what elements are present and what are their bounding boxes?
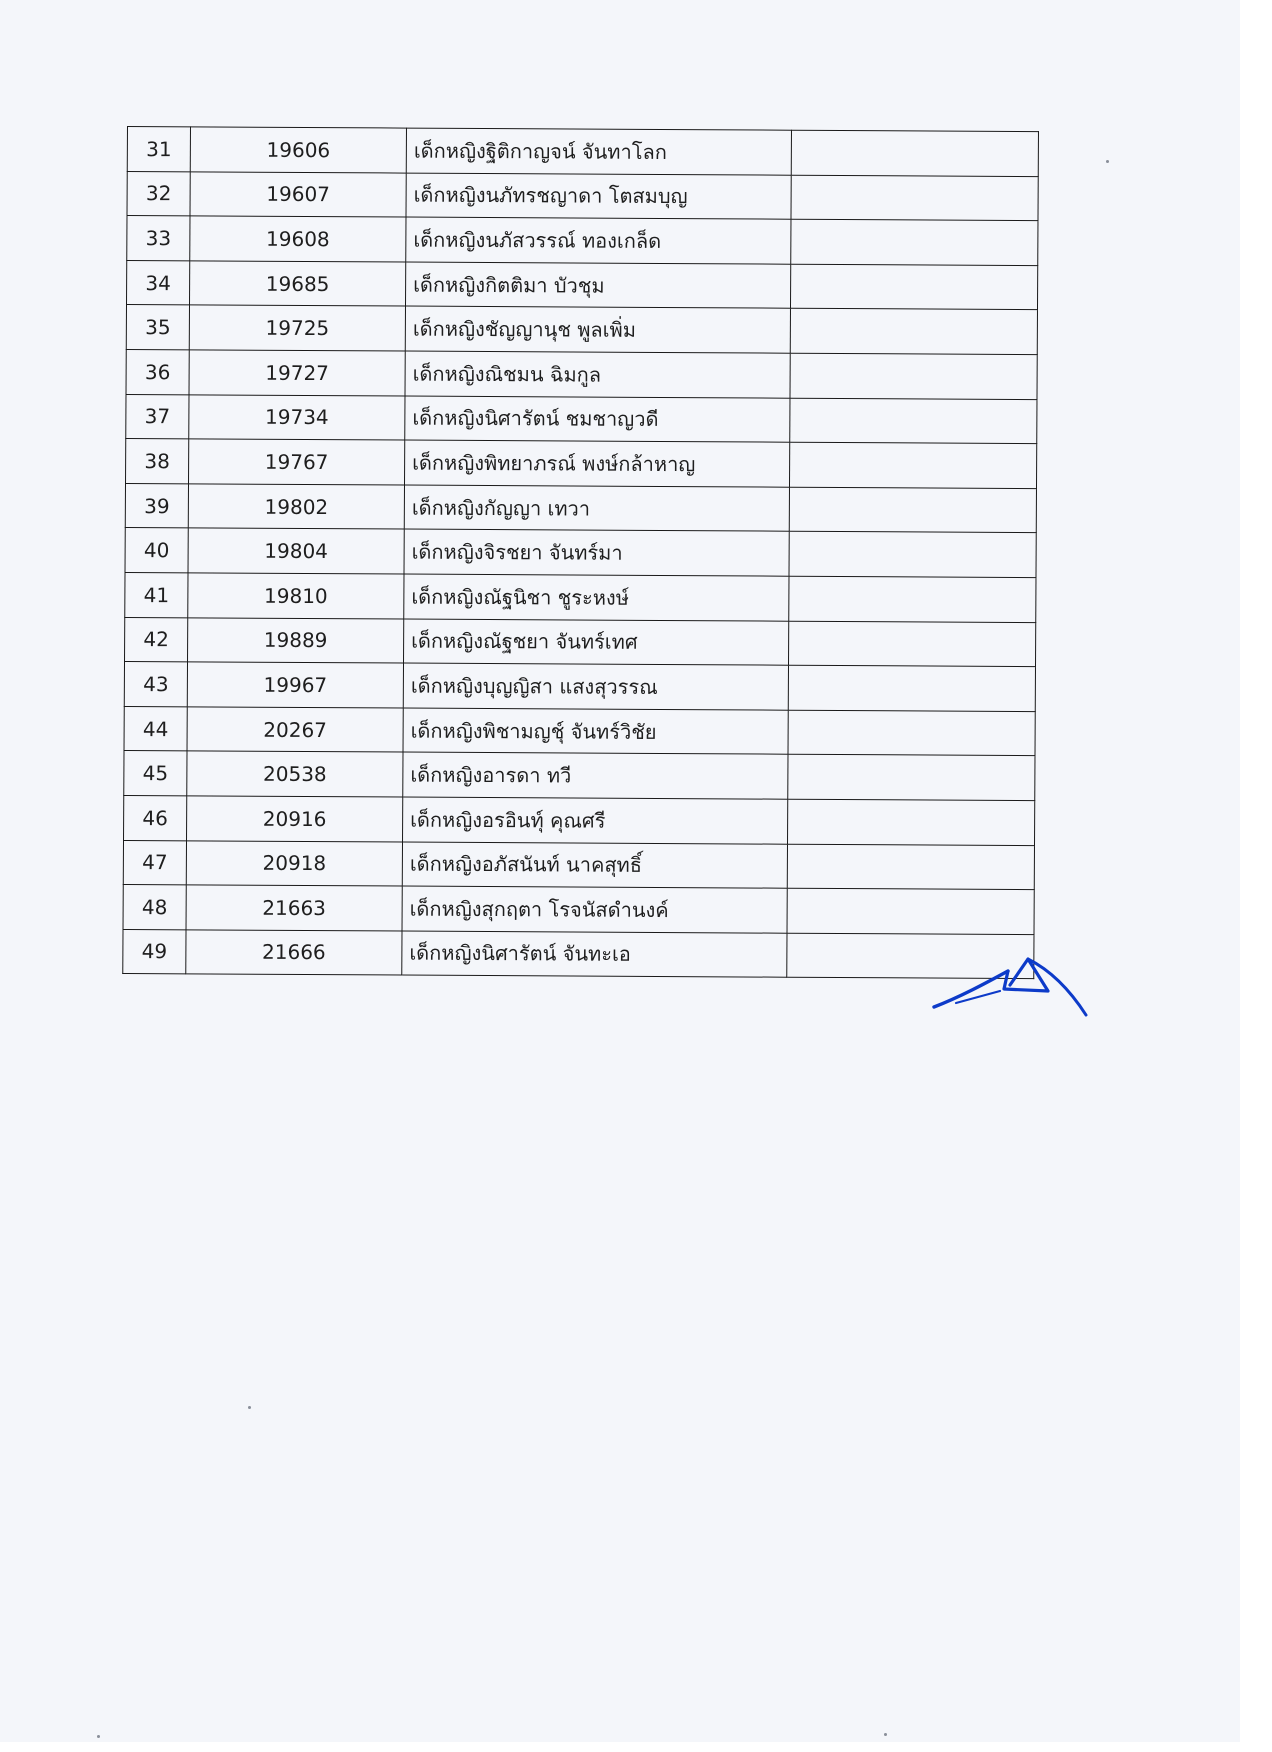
student-name: เด็กหญิงพิชามญชุ์ จันทร์วิชัย [403,708,788,755]
student-id: 19802 [188,484,404,530]
table-row [123,840,1034,890]
note-cell [790,353,1037,399]
table-row [125,572,1036,622]
table-row [127,216,1038,266]
student-name: เด็กหญิงจิรชยา จันทร์มา [404,529,789,576]
student-name: เด็กหญิงนภัทรชญาดา โตสมบุญ [406,173,791,220]
table-row [124,662,1035,712]
student-id: 19727 [189,350,405,396]
table-row [124,795,1035,845]
student-name: เด็กหญิงนภัสวรรณ์ ทองเกล็ด [406,217,791,264]
note-cell [789,487,1036,533]
table-row [125,617,1036,667]
row-number: 42 [125,617,188,662]
note-cell [788,710,1035,756]
table-row [124,706,1035,756]
row-number: 37 [126,394,189,439]
note-cell [788,755,1035,801]
signature [930,945,1110,1025]
student-table-body [123,127,1039,979]
row-number: 41 [125,572,188,617]
table-row [127,127,1038,177]
table-row [123,885,1034,935]
student-name: เด็กหญิงณัฐนิชา ชูระหงษ์ [404,574,789,621]
note-cell [791,175,1038,221]
note-cell [787,844,1034,890]
student-id: 19734 [189,394,405,440]
student-name: เด็กหญิงบุญญิสา แสงสุวรรณ [403,663,788,710]
table-row [126,349,1037,399]
student-name: เด็กหญิงณัฐชยา จันทร์เทศ [404,619,789,666]
row-number: 33 [127,216,190,261]
row-number: 35 [126,305,189,350]
student-name: เด็กหญิงนิศารัตน์ ชมชาญวดี [405,396,790,443]
student-id: 19767 [189,439,405,485]
student-name: เด็กหญิงกิตติมา บัวชุม [405,262,790,309]
student-id: 19685 [189,261,405,307]
student-name: เด็กหญิงอารดา ทวี [403,752,788,799]
student-id: 19889 [188,617,404,663]
student-name: เด็กหญิงนิศารัตน์ จันทะเอ [402,931,787,978]
student-name: เด็กหญิงสุกฤตา โรจนัสดำนงค์ [402,886,787,933]
table-row [127,260,1038,310]
row-number: 36 [126,349,189,394]
note-cell [788,665,1035,711]
student-id: 21666 [186,930,402,976]
student-id: 20916 [187,796,403,842]
note-cell [789,532,1036,578]
student-name: เด็กหญิงฐิติกาญจน์ จันทาโลก [406,128,791,175]
student-id: 20538 [187,751,403,797]
table-row [123,929,1034,979]
note-cell [788,621,1035,667]
table-row [125,483,1036,533]
student-list [122,126,1027,979]
table-row [127,171,1038,221]
student-id: 20918 [186,840,402,886]
student-name: เด็กหญิงอภัสนันท์ นาคสุทธิ์ [402,842,787,889]
student-id: 19810 [188,573,404,619]
student-table [122,126,1039,979]
note-cell [790,309,1037,355]
scan-margin-right [1240,0,1272,1752]
table-row [126,305,1037,355]
note-cell [787,888,1034,934]
note-cell [791,219,1038,265]
student-name: เด็กหญิงกัญญา เทวา [404,485,789,532]
table-row [124,751,1035,801]
student-id: 21663 [186,885,402,931]
row-number: 43 [124,662,187,707]
note-cell [790,398,1037,444]
student-id: 19967 [187,662,403,708]
student-name: เด็กหญิงณิชมน ฉิมกูล [405,351,790,398]
row-number: 45 [124,751,187,796]
student-id: 19804 [188,528,404,574]
row-number: 32 [127,171,190,216]
note-cell [789,576,1036,622]
note-cell [788,799,1035,845]
note-cell [789,442,1036,488]
table-row [126,439,1037,489]
row-number: 44 [124,706,187,751]
row-number: 48 [123,885,186,930]
table-row [126,394,1037,444]
student-id: 20267 [187,707,403,753]
student-id: 19608 [190,216,406,262]
student-name: เด็กหญิงอรอินทุ์ คุณศรี [403,797,788,844]
row-number: 40 [125,528,188,573]
note-cell [790,264,1037,310]
scan-margin-bottom [0,1742,1240,1752]
row-number: 47 [123,840,186,885]
student-id: 19725 [189,305,405,351]
student-id: 19606 [190,127,406,173]
row-number: 31 [127,127,190,172]
student-name: เด็กหญิงพิทยาภรณ์ พงษ์กล้าหาญ [405,440,790,487]
row-number: 39 [125,483,188,528]
student-name: เด็กหญิงชัญญานุช พูลเพิ่ม [405,306,790,353]
row-number: 34 [127,260,190,305]
row-number: 38 [126,439,189,484]
note-cell [791,130,1038,176]
row-number: 46 [124,795,187,840]
row-number: 49 [123,929,186,974]
table-row [125,528,1036,578]
student-id: 19607 [190,171,406,217]
